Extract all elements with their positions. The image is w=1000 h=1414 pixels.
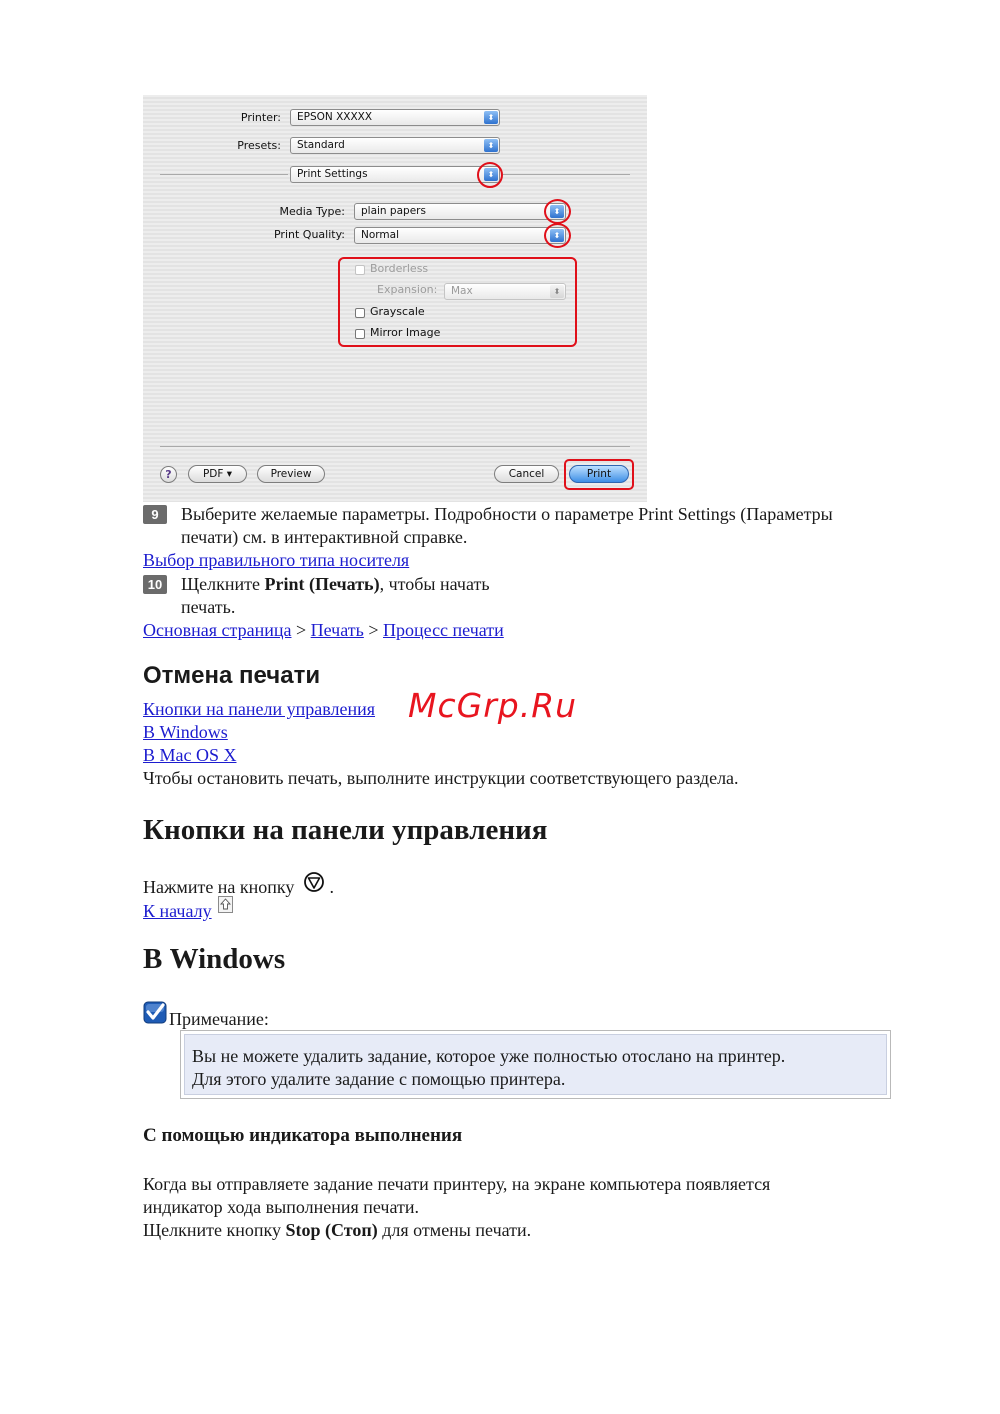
bottom-separator (160, 446, 630, 447)
note-line: Для этого удалите задание с помощью принтера. (192, 1069, 566, 1089)
step10-line1 (181, 573, 490, 596)
press-text: Нажмите на кнопку (143, 877, 295, 897)
back-to-top (143, 896, 233, 923)
step9-line2: печати) см. в интерактивной справке. (181, 527, 468, 547)
note-label: Примечание: (169, 1009, 269, 1029)
breadcrumb-printing[interactable]: Печать (310, 620, 364, 640)
borderless-label: Borderless (370, 262, 429, 275)
media-type-link[interactable]: Выбор правильного типа носителя (143, 550, 410, 570)
control-panel-link[interactable]: Кнопки на панели управления (143, 699, 376, 719)
instruction-text: Чтобы остановить печать, выполните инструкции соответствующего раздела. (143, 768, 739, 788)
breadcrumb (143, 619, 504, 642)
section-heading: В Windows (143, 943, 286, 975)
grayscale-checkbox[interactable] (355, 308, 365, 318)
section-heading: Отмена печати (143, 662, 321, 689)
popup-arrows-icon: ⬍ (550, 229, 564, 242)
print-quality-value: Normal (361, 229, 399, 241)
presets-popup[interactable] (290, 137, 500, 154)
pdf-button[interactable]: PDF ▾ (188, 465, 247, 483)
media-type-value: plain papers (361, 205, 426, 217)
note-line: Вы не можете удалить задание, которое уже полностью отослано на принтер. (192, 1046, 786, 1066)
breadcrumb-separator: > (363, 620, 383, 640)
presets-label: Presets: (237, 139, 281, 152)
expansion-popup[interactable] (444, 283, 566, 300)
breadcrumb-process[interactable]: Процесс печати (383, 620, 504, 640)
step10-bold: Print (Печать) (264, 574, 380, 594)
popup-arrows-icon: ⬍ (484, 111, 498, 124)
printer-popup[interactable] (290, 109, 500, 126)
paragraph-line: индикатор хода выполнения печати. (143, 1197, 420, 1217)
step-number: 10 (143, 575, 167, 594)
media-type-label: Media Type: (279, 205, 345, 218)
print-button[interactable]: Print (569, 465, 629, 483)
print-quality-popup[interactable] (354, 227, 566, 244)
print-dialog-screenshot (143, 95, 647, 502)
stop-instruction (143, 1219, 531, 1242)
paragraph-line: Когда вы отправляете задание печати принтеру, на экране компьютера появляется (143, 1174, 771, 1194)
step9-line1: Выберите желаемые параметры. Подробности о параметре Print Settings (Параметры (181, 504, 833, 524)
windows-link[interactable]: В Windows (143, 722, 228, 742)
print-quality-label: Print Quality: (273, 228, 345, 241)
panel-value: Print Settings (297, 168, 368, 180)
highlight-circle (477, 162, 503, 188)
popup-arrows-icon: ⬍ (550, 205, 564, 218)
watermark: McGrp.Ru (408, 686, 578, 725)
back-to-top-link[interactable]: К началу (143, 901, 212, 921)
stop-text: для отмены печати. (377, 1220, 532, 1240)
note-check-icon (143, 1001, 168, 1024)
section-heading: Кнопки на панели управления (143, 814, 548, 846)
mirror-image-checkbox[interactable] (355, 329, 365, 339)
highlight-circle (544, 199, 571, 224)
popup-arrows-icon: ⬍ (484, 168, 498, 181)
arrow-up-icon[interactable] (218, 896, 233, 913)
separator-right (502, 174, 630, 175)
breadcrumb-home[interactable]: Основная страница (143, 620, 292, 640)
note-box (180, 1030, 891, 1099)
note-content (184, 1034, 887, 1095)
highlight-circle (544, 223, 571, 248)
preview-button[interactable]: Preview (257, 465, 325, 483)
step10-line2: печать. (181, 597, 236, 617)
expansion-value: Max (451, 285, 473, 297)
step10-text: Щелкните (181, 574, 265, 594)
stop-button-icon (303, 872, 325, 894)
cancel-button[interactable]: Cancel (494, 465, 559, 483)
popup-arrows-icon: ⬍ (484, 139, 498, 152)
printer-value: EPSON XXXXX (297, 111, 373, 123)
stop-bold: Stop (Стоп) (285, 1220, 378, 1240)
grayscale-label: Grayscale (370, 305, 425, 318)
expansion-label: Expansion: (377, 283, 438, 296)
macosx-link[interactable]: В Mac OS X (143, 745, 237, 765)
media-type-popup[interactable] (354, 203, 566, 220)
press-end: . (324, 877, 334, 897)
stop-text: Щелкните кнопку (143, 1220, 286, 1240)
separator-left (160, 174, 288, 175)
help-button[interactable]: ? (160, 466, 177, 483)
step-number: 9 (143, 505, 167, 524)
presets-value: Standard (297, 139, 345, 151)
step10-text: , чтобы начать (379, 574, 490, 594)
subheading: С помощью индикатора выполнения (143, 1125, 463, 1146)
panel-popup[interactable] (290, 166, 500, 183)
printer-label: Printer: (240, 111, 281, 124)
mirror-image-label: Mirror Image (370, 326, 441, 339)
highlight-box (564, 459, 634, 490)
press-button-text (143, 872, 334, 899)
borderless-checkbox[interactable] (355, 265, 365, 275)
breadcrumb-separator: > (291, 620, 311, 640)
popup-arrows-icon: ⬍ (550, 285, 564, 298)
